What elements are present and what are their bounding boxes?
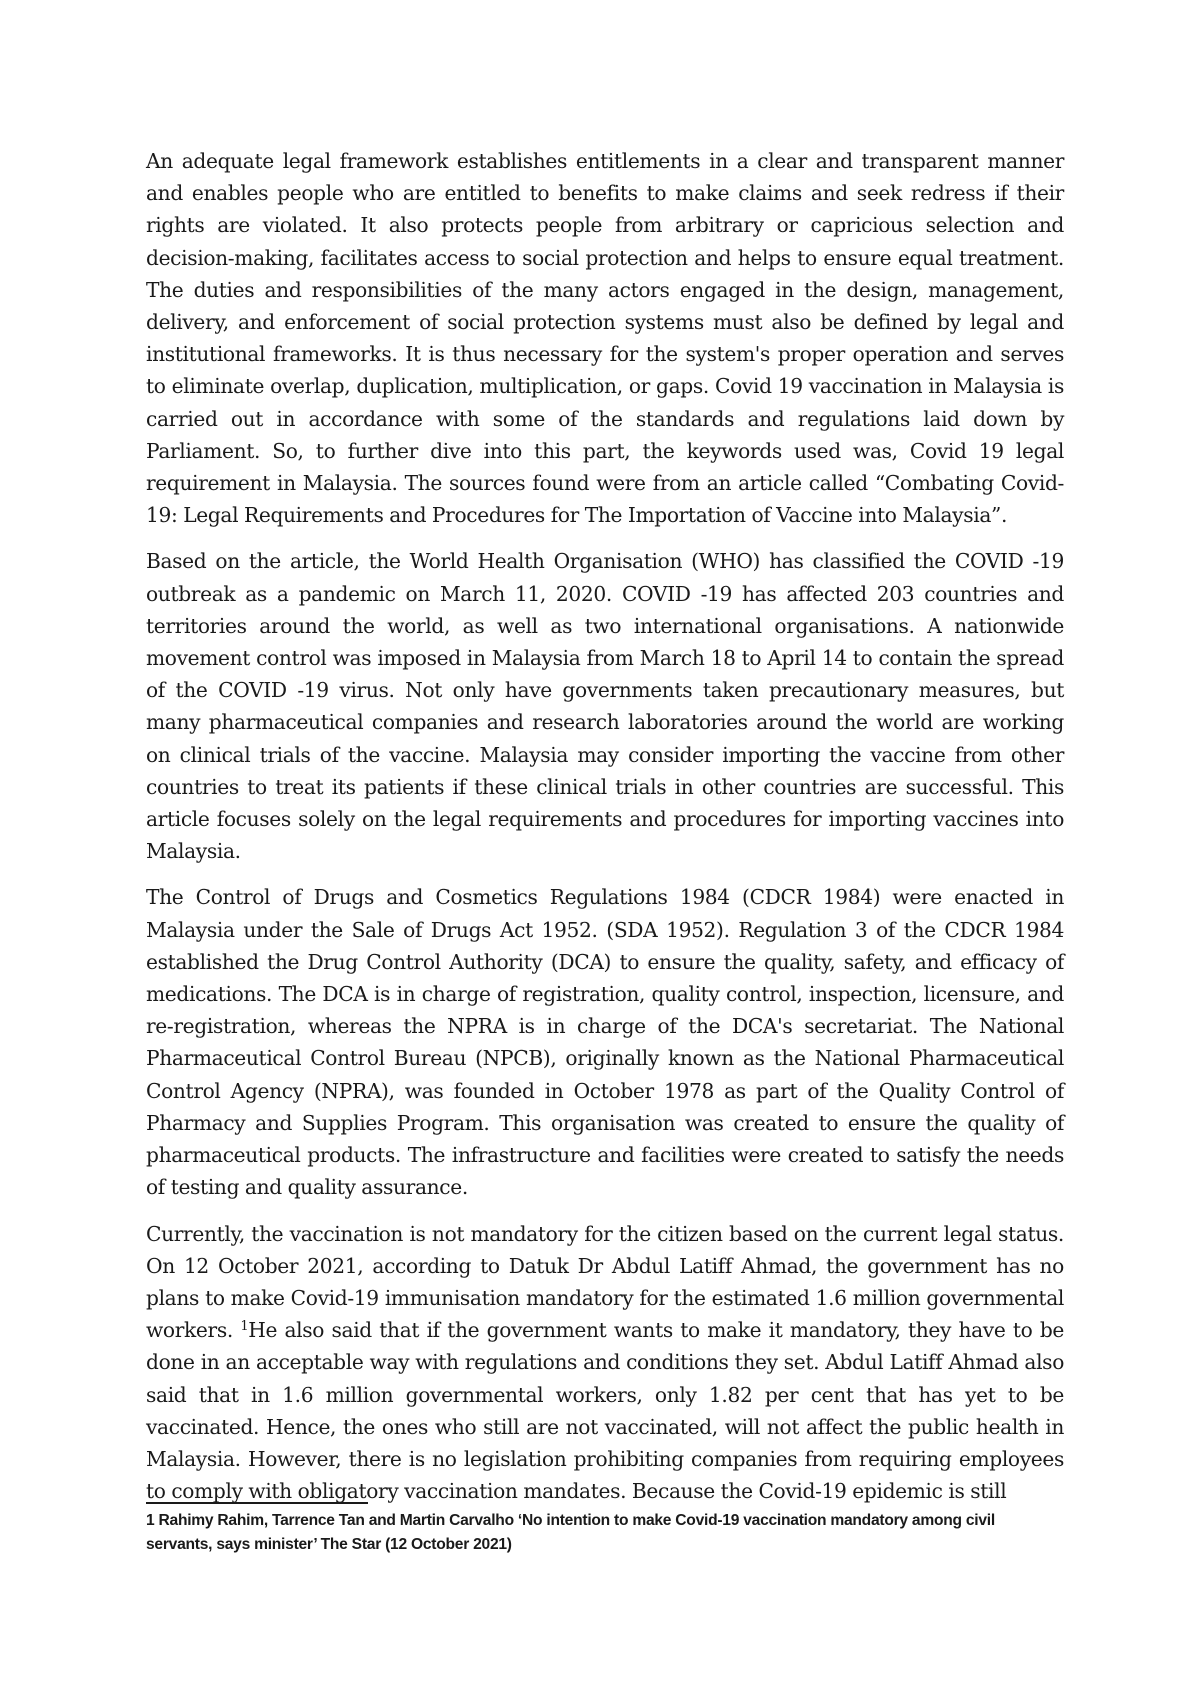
paragraph-cdcr-regulations: The Control of Drugs and Cosmetics Regulations 1984 (CDCR 1984) were enacted in Malaysia under the Sale of Drugs Act 1952. (SDA 1952). Regulation 3 of the CDCR 1984 established the Drug Control Authority (DCA) to ensure the quality, safety, and efficacy of medications. The DCA is in charge of registration, quality control, inspection, licensure, and re-registration, whereas the NPRA is in charge of the DCA's secretariat. The National Pharmaceutical Control Bureau (NPCB), originally known as the National Pharmaceutical Control Agency (NPRA), was founded in October 1978 as part of the Quality Control of Pharmacy and Supplies Program. This organisation was created to ensure the quality of pharmaceutical products. The infrastructure and facilities were created to satisfy the needs of testing and quality assurance. [146, 885, 1064, 1200]
footnote-reference[interactable]: 1 [240, 1319, 249, 1335]
paragraph-vaccination-mandate [146, 1218, 1064, 1508]
paragraph-legal-framework: An adequate legal framework establishes entitlements in a clear and transparent manner and enables people who are entitled to benefits to make claims and seek redress if their rights are violated. It also protects people from arbitrary or capricious selection and decision-making, facilitates access to social protection and helps to ensure equal treatment. The duties and responsibilities of the many actors engaged in the design, management, delivery, and enforcement of social protection systems must also be defined by legal and institutional frameworks. It is thus necessary for the system's proper operation and serves to eliminate overlap, duplication, multiplication, or gaps. Covid 19 vaccination in Malaysia is carried out in accordance with some of the standards and regulations laid down by Parliament. So, to further dive into this part, the keywords used was, Covid 19 legal requirement in Malaysia. The sources found were from an article called “Combating Covid-19: Legal Requirements and Procedures for The Importation of Vaccine into Malaysia”. [146, 149, 1064, 528]
paragraph-who-pandemic: Based on the article, the World Health Organisation (WHO) has classified the COVID -19 outbreak as a pandemic on March 11, 2020. COVID -19 has affected 203 countries and territories around the world, as well as two international organisations. A nationwide movement control was imposed in Malaysia from March 18 to April 14 to contain the spread of the COVID -19 virus. Not only have governments taken precautionary measures, but many pharmaceutical companies and research laboratories around the world are working on clinical trials of the vaccine. Malaysia may consider importing the vaccine from other countries to treat its patients if these clinical trials in other countries are successful. This article focuses solely on the legal requirements and procedures for importing vaccines into Malaysia. [146, 549, 1064, 864]
footnote-separator [146, 1502, 368, 1504]
paragraph-vaccination-mandate-start: Currently, the vaccination is not mandatory for the citizen based on the current legal status. On 12 October 2021, according to Datuk Dr Abdul Latiff Ahmad, the government has no plans to make Covid-19 immunisation mandatory for the estimated 1.6 million governmental workers. [146, 1221, 1064, 1343]
footnote-text: 1 Rahimy Rahim, Tarrence Tan and Martin Carvalho ‘No intention to make Covid-19 vaccination mandatory among civil servants, says minister’ The Star (12 October 2021) [146, 1512, 995, 1553]
paragraph-vaccination-mandate-end: He also said that if the government wants to make it mandatory, they have to be done in an acceptable way with regulations and conditions they set. Abdul Latiff Ahmad also said that in 1.6 million governmental workers, only 1.82 per cent that has yet to be vaccinated. Hence, the ones who still are not vaccinated, will not affect the public health in Malaysia. However, there is no legislation prohibiting companies from requiring employees to comply with obligatory vaccination mandates. Because the Covid-19 epidemic is still [146, 1318, 1064, 1504]
body-text [146, 145, 1064, 1521]
